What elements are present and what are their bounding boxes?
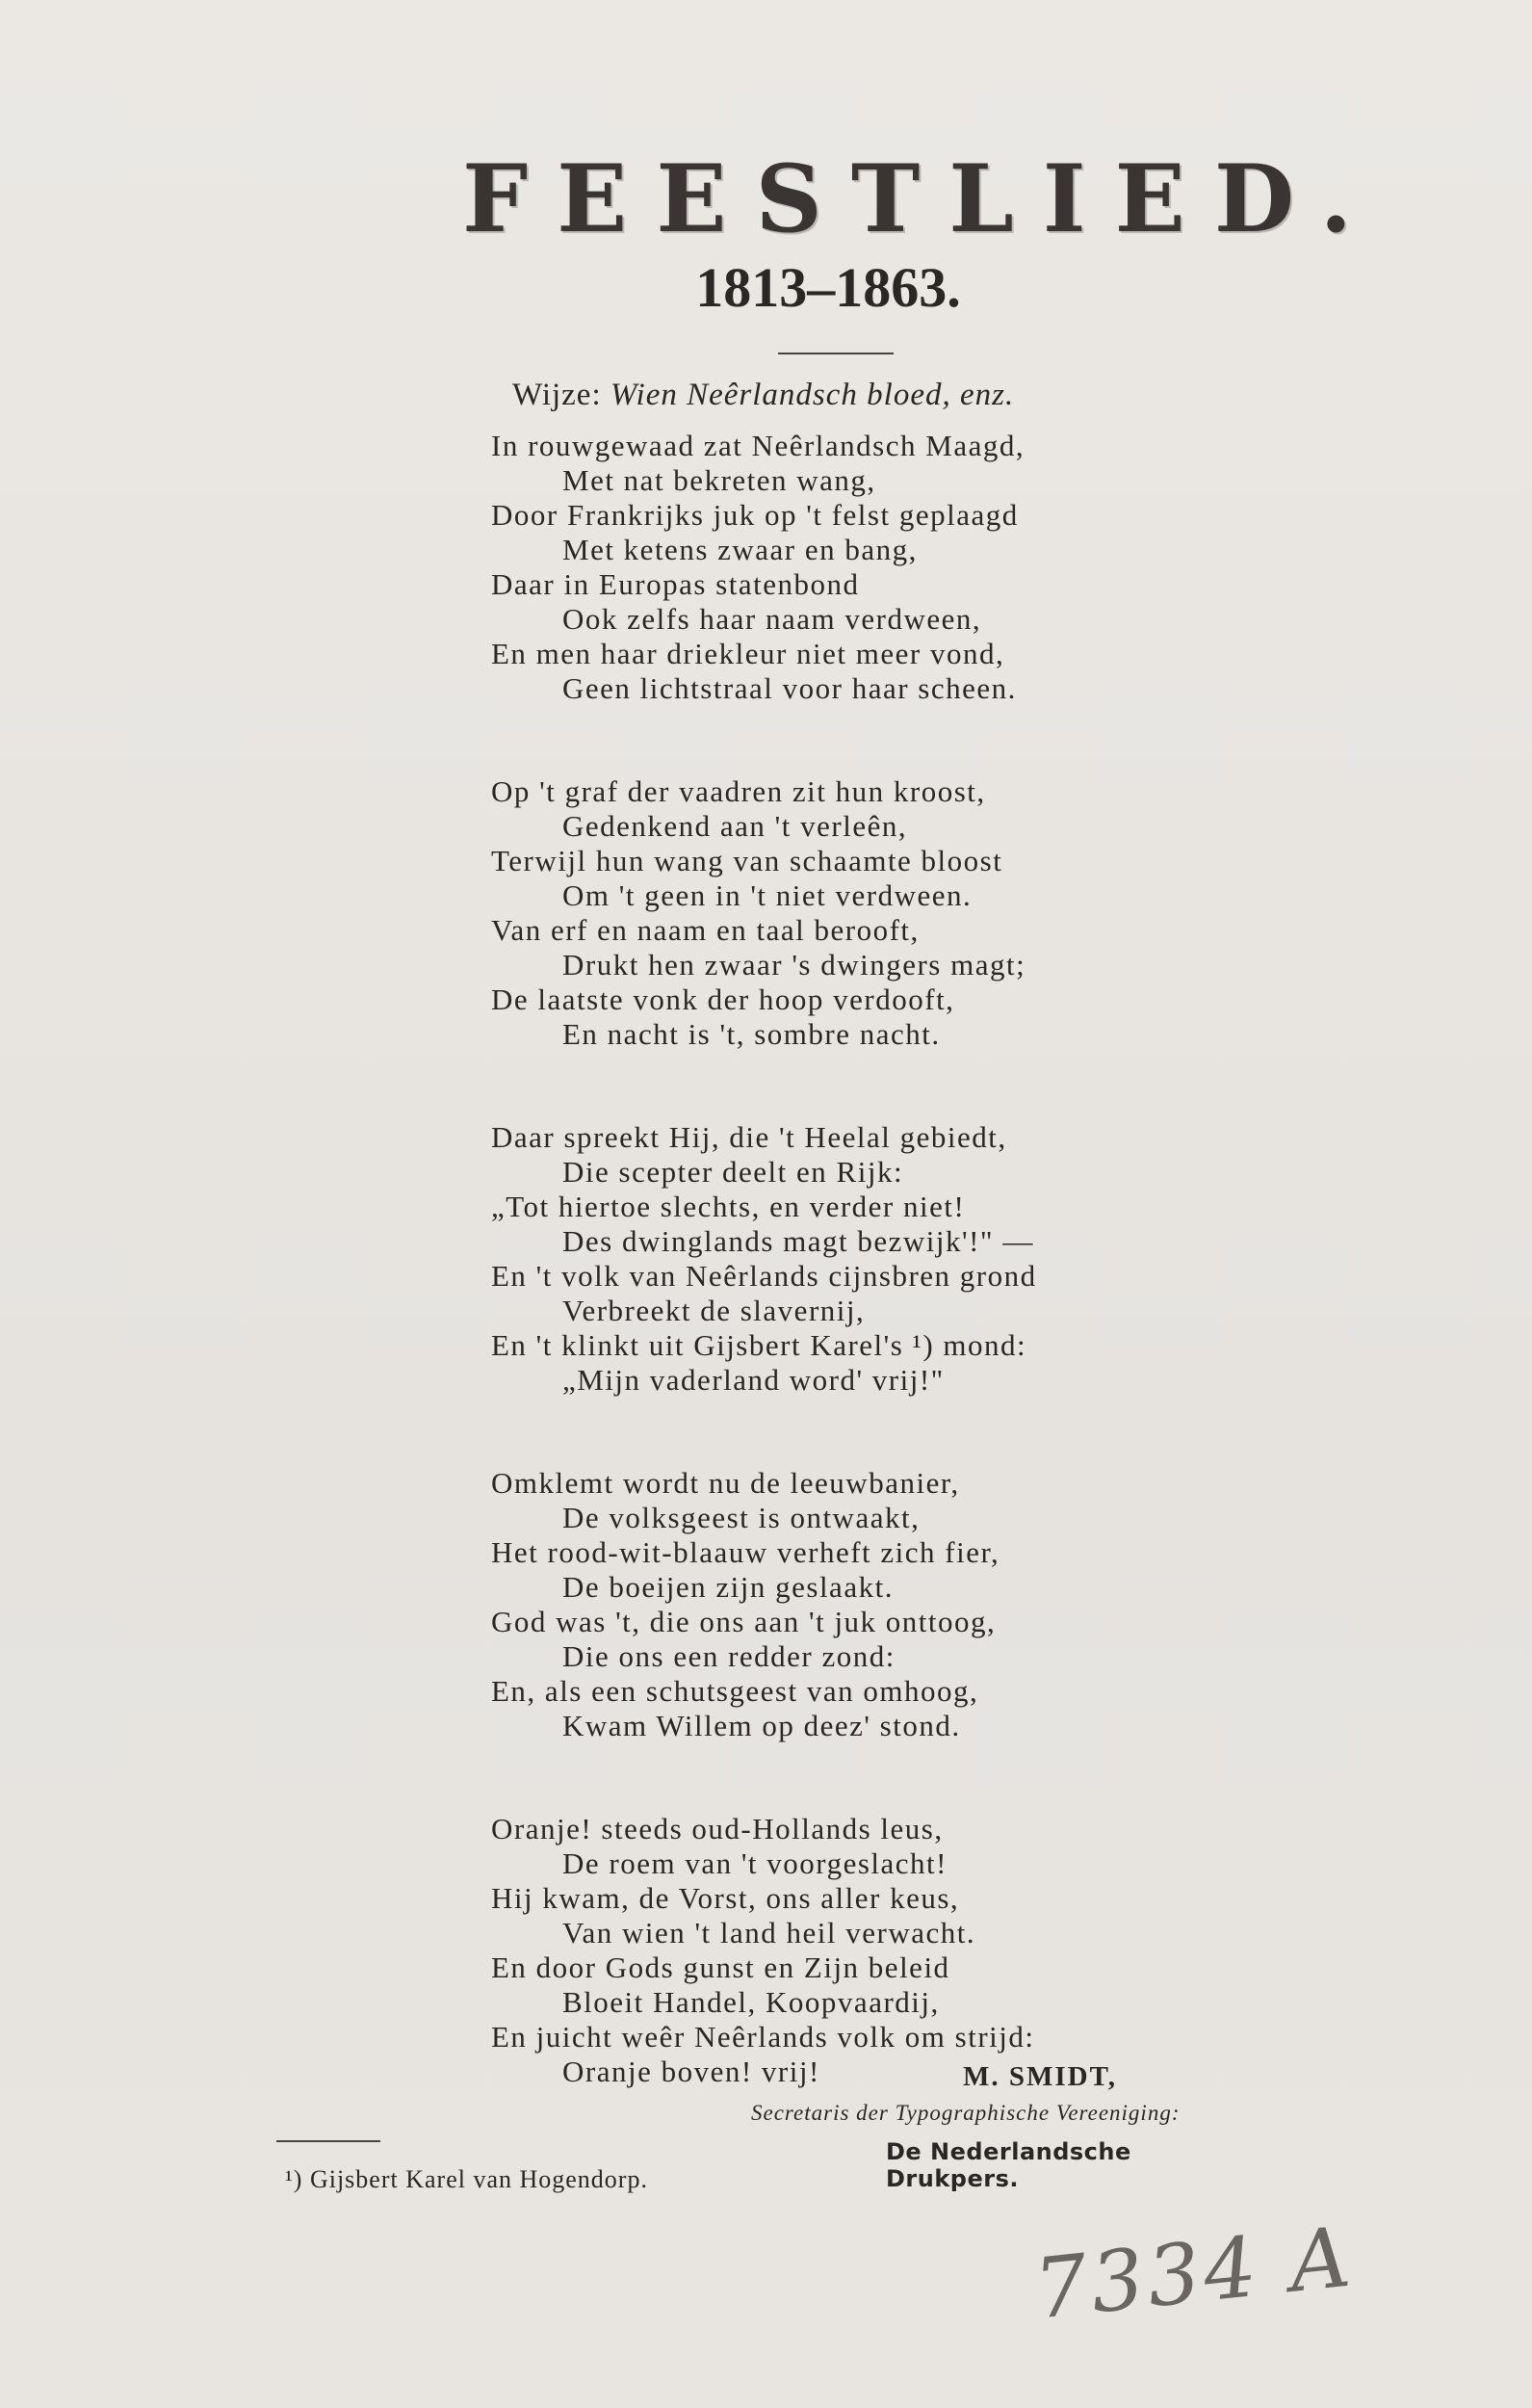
stanza-1 bbox=[491, 429, 1242, 706]
verse-line: Bloeit Handel, Koopvaardij, bbox=[562, 1985, 940, 2019]
author-role: Secretaris der Typographische Vereeniging: bbox=[751, 2101, 1181, 2125]
verse-line: De boeijen zijn geslaakt. bbox=[562, 1570, 894, 1604]
title-divider bbox=[778, 353, 894, 354]
verse-line: Ook zelfs haar naam verdween, bbox=[562, 602, 982, 636]
verse-line: Oranje! steeds oud-Hollands leus, bbox=[491, 1812, 944, 1845]
verse-line: De volksgeest is ontwaakt, bbox=[562, 1501, 921, 1534]
verse-line: Daar in Europas statenbond bbox=[491, 567, 860, 601]
verse-line: „Mijn vaderland word' vrij!" bbox=[562, 1363, 945, 1397]
verse-line: Van wien 't land heil verwacht. bbox=[562, 1916, 976, 1950]
stanza-3 bbox=[491, 1120, 1242, 1398]
verse-line: De roem van 't voorgeslacht! bbox=[562, 1846, 948, 1880]
poem-title: FEESTLIED. bbox=[462, 144, 1382, 253]
verse-line: Met ketens zwaar en bang, bbox=[562, 533, 918, 566]
verse-line: En nacht is 't, sombre nacht. bbox=[562, 1017, 941, 1051]
melody-label: Wijze: bbox=[512, 378, 610, 412]
verse-line: Om 't geen in 't niet verdween. bbox=[562, 878, 973, 912]
verse-line: Omklemt wordt nu de leeuwbanier, bbox=[491, 1466, 960, 1500]
verse-line: En juicht weêr Neêrlands volk om strijd: bbox=[491, 2020, 1035, 2054]
verse-line: Die scepter deelt en Rijk: bbox=[562, 1155, 904, 1189]
footnote: ¹) Gijsbert Karel van Hogendorp. bbox=[285, 2165, 648, 2193]
verse-line: De laatste vonk der hoop verdooft, bbox=[491, 982, 955, 1016]
verse-line: In rouwgewaad zat Neêrlandsch Maagd, bbox=[491, 429, 1026, 462]
author-organization: De Nederlandsche Drukpers. bbox=[886, 2138, 1131, 2192]
verse-line: En, als een schutsgeest van omhoog, bbox=[491, 1674, 979, 1708]
verse-line: Met nat bekreten wang, bbox=[562, 463, 876, 497]
verse-line: Gedenkend aan 't verleên, bbox=[562, 809, 908, 843]
verse-line: Geen lichtstraal voor haar scheen. bbox=[562, 671, 1017, 705]
stanza-4 bbox=[491, 1466, 1242, 1743]
handwritten-shelfmark: 7334 A bbox=[1029, 2209, 1359, 2339]
verse-line: En 't klinkt uit Gijsbert Karel's ¹) mond: bbox=[491, 1328, 1027, 1362]
footnote-divider bbox=[276, 2140, 380, 2142]
verse-line: En 't volk van Neêrlands cijnsbren grond bbox=[491, 1259, 1037, 1293]
verse-line: Verbreekt de slavernij, bbox=[562, 1294, 866, 1327]
author-name: M. SMIDT, bbox=[963, 2061, 1118, 2092]
poem-years: 1813–1863. bbox=[695, 256, 961, 319]
verse-line: Terwijl hun wang van schaamte bloost bbox=[491, 844, 1003, 877]
melody-tune: Wien Neêrlandsch bloed, enz. bbox=[610, 378, 1015, 412]
verse-line: Die ons een redder zond: bbox=[562, 1639, 896, 1673]
verse-line: En men haar driekleur niet meer vond, bbox=[491, 637, 1005, 670]
verse-line: Van erf en naam en taal berooft, bbox=[491, 913, 920, 947]
verse-line: Op 't graf der vaadren zit hun kroost, bbox=[491, 774, 986, 808]
verse-line: Oranje boven! vrij! bbox=[562, 2055, 820, 2088]
verse-line: En door Gods gunst en Zijn beleid bbox=[491, 1950, 950, 1984]
verse-line: Door Frankrijks juk op 't felst geplaagd bbox=[491, 498, 1019, 532]
poem-body bbox=[491, 429, 1242, 2158]
verse-line: God was 't, die ons aan 't juk onttoog, bbox=[491, 1605, 997, 1638]
verse-line: Drukt hen zwaar 's dwingers magt; bbox=[562, 948, 1026, 982]
verse-line: Daar spreekt Hij, die 't Heelal gebiedt, bbox=[491, 1120, 1007, 1154]
verse-line: „Tot hiertoe slechts, en verder niet! bbox=[491, 1190, 966, 1223]
melody-line bbox=[512, 378, 1014, 413]
stanza-2 bbox=[491, 774, 1242, 1052]
verse-line: Het rood-wit-blaauw verheft zich fier, bbox=[491, 1535, 1000, 1569]
verse-line: Des dwinglands magt bezwijk'!" — bbox=[562, 1224, 1034, 1258]
verse-line: Hij kwam, de Vorst, ons aller keus, bbox=[491, 1881, 960, 1915]
stanza-5 bbox=[491, 1812, 1242, 2089]
verse-line: Kwam Willem op deez' stond. bbox=[562, 1709, 961, 1742]
